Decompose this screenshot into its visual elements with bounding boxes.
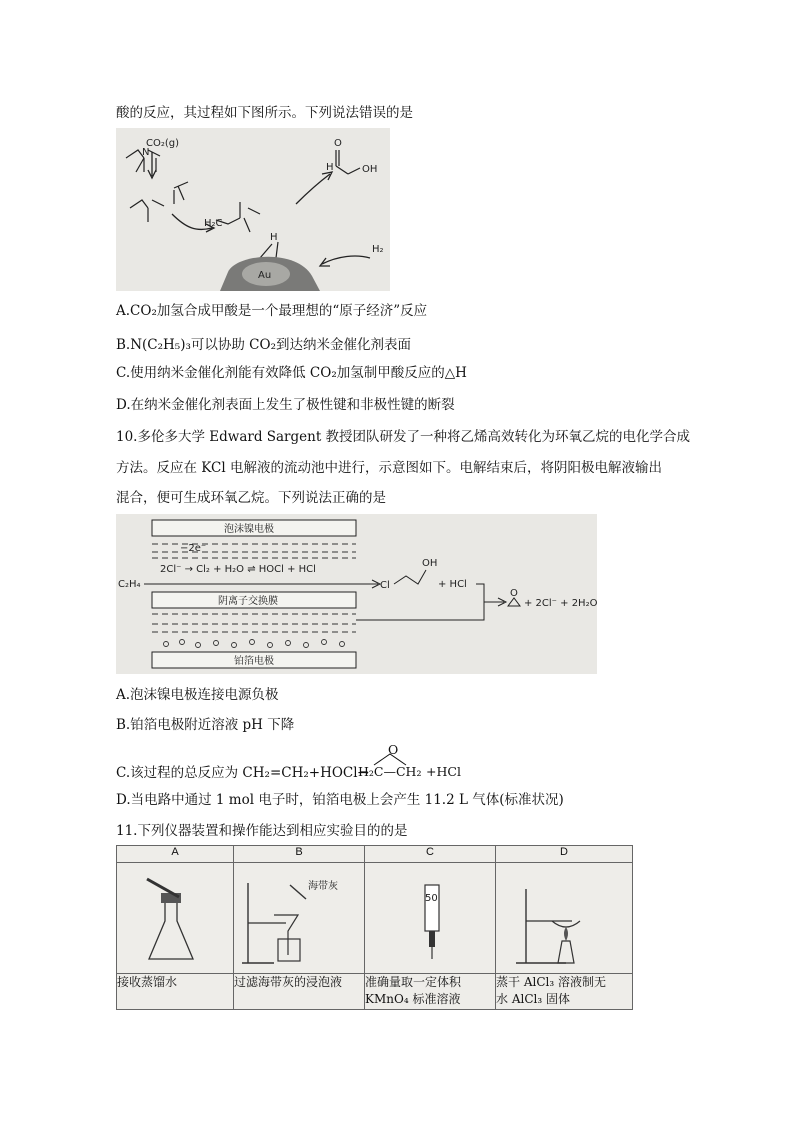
membrane-label: 阴离子交换膜 [218, 596, 278, 607]
epoxide-o: O [388, 742, 399, 757]
mechanism-figure [116, 128, 390, 291]
final-products-label: + 2Cl⁻ + 2H₂O [524, 598, 597, 609]
c2h4-label: C₂H₄ [118, 579, 141, 590]
q10-option-d: D.当电路中通过 1 mol 电子时，铂箔电极上会产生 11.2 L 气体(标准状况) [116, 792, 564, 808]
header-c: C [365, 846, 496, 863]
q10-option-b: B.铂箔电极附近溶液 pH 下降 [116, 717, 295, 733]
header-a: A [117, 846, 234, 863]
b-haidaihui-label: 海带灰 [308, 881, 338, 892]
q10-option-c: C.该过程的总反应为 CH₂=CH₂+HOCl→ [116, 765, 369, 781]
q10c-epoxide [356, 742, 466, 782]
formic-h: H [326, 162, 334, 173]
caption-b: 过滤海带灰的浸泡液 [234, 974, 365, 1010]
apparatus-b [234, 863, 365, 974]
au-label: Au [258, 270, 272, 281]
epoxide-o-label: O [510, 588, 518, 599]
epoxide-formula: H₂C—CH₂ [358, 764, 422, 779]
q9-option-b: B.N(C₂H₅)₃可以协助 CO₂到达纳米金催化剂表面 [116, 337, 411, 353]
caption-a: 接收蒸馏水 [117, 974, 234, 1010]
cl-product-label: Cl [380, 580, 390, 591]
caption-d: 蒸干 AlCl₃ 溶液制无 水 AlCl₃ 固体 [496, 974, 633, 1010]
formic-o: O [334, 138, 342, 149]
apparatus-c [365, 863, 496, 974]
q9-option-a: A.CO₂加氢合成甲酸是一个最理想的“原子经济”反应 [116, 303, 428, 319]
n-label: N [142, 147, 150, 158]
epoxide-tail: +HCl [426, 764, 461, 779]
header-d: D [496, 846, 633, 863]
formic-oh: OH [362, 164, 378, 175]
apparatus-a [117, 863, 234, 974]
flow-cell-figure [116, 514, 597, 674]
intro-line: 酸的反应，其过程如下图所示。下列说法错误的是 [116, 105, 413, 121]
top-electrode-label: 泡沫镍电极 [224, 524, 274, 535]
electron-label: −2e⁻ [180, 543, 207, 554]
h2-label: H₂ [372, 244, 384, 255]
bottom-electrode-label: 铂箔电极 [234, 656, 274, 667]
ch2-label: H₂C [204, 218, 223, 229]
apparatus-d [496, 863, 633, 974]
q10-line-3: 混合，便可生成环氧乙烷。下列说法正确的是 [116, 490, 386, 506]
q9-option-d: D.在纳米金催化剂表面上发生了极性键和非极性键的断裂 [116, 397, 455, 413]
q10-option-a: A.泡沫镍电极连接电源负极 [116, 687, 279, 703]
c-burette-label: 50 [425, 893, 438, 904]
q11-apparatus-table [116, 845, 633, 1010]
q9-option-c: C.使用纳米金催化剂能有效降低 CO₂加氢制甲酸反应的△H [116, 365, 467, 381]
hcl-label: + HCl [438, 579, 467, 590]
co2-label: CO₂(g) [146, 138, 180, 149]
q10-line-1: 10.多伦多大学 Edward Sargent 教授团队研发了一种将乙烯高效转化为环氧乙烷的电化学合成 [116, 429, 691, 445]
h-label: H [270, 232, 278, 243]
header-b: B [234, 846, 365, 863]
caption-c: 准确量取一定体积 KMnO₄ 标准溶液 [365, 974, 496, 1010]
oh-product-label: OH [422, 558, 438, 569]
reaction-label: 2Cl⁻ → Cl₂ + H₂O ⇌ HOCl + HCl [160, 564, 316, 575]
q11-question: 11.下列仪器装置和操作能达到相应实验目的的是 [116, 823, 408, 839]
q10-line-2: 方法。反应在 KCl 电解液的流动池中进行，示意图如下。电解结束后，将阴阳极电解液输出 [116, 460, 662, 476]
